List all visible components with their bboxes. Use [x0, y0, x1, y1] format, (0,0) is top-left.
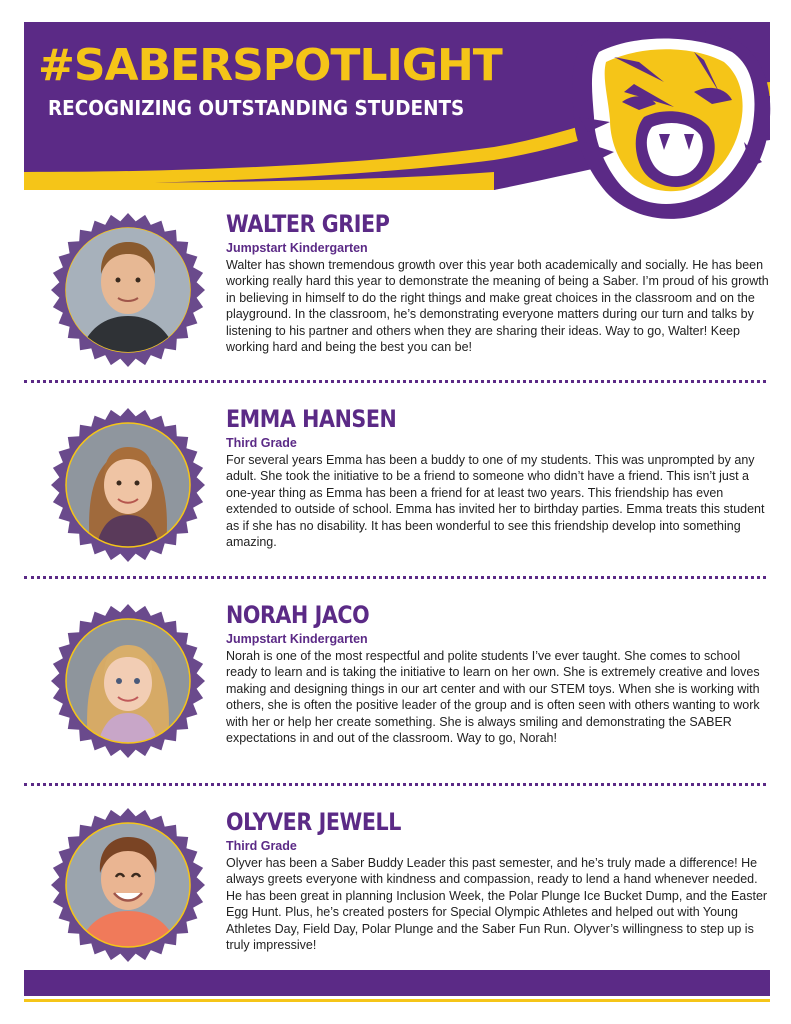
footer-bar	[24, 970, 770, 996]
page-title: #SABERSPOTLIGHT	[38, 40, 502, 91]
student-grade: Jumpstart Kindergarten	[226, 241, 368, 255]
section-divider	[24, 576, 766, 579]
header-banner	[24, 22, 770, 190]
student-description: Norah is one of the most respectful and polite students I’ve ever taught. She comes to school ready to learn and is taking the initiative to learn on her own. She is extremely creative and loves making and designing things in our art center and with our STEM toys. When she is working with others, she is often the positive leader of the group and is often seen with others wanting to work with her or help her create something. She is always smiling and demonstrating the SABER expectations in and out of the classroom. Way to go, Norah!	[226, 649, 760, 746]
student-name: OLYVER JEWELL	[226, 808, 401, 836]
student-description: Walter has shown tremendous growth over this year both academically and socially. He has been working really hard this year to demonstrate the meaning of being a Saber. I’m proud of his growth in believing in himself to do the right things and make great choices in the classroom and on the playground. In the classroom, he’s demonstrating everyone matters during our turn and talks by listening to his partner and others when they are sharing their ideas. Way to go, Walter! Keep working hard and being the best you can be!	[226, 258, 769, 355]
tiger-head-icon	[544, 22, 774, 222]
student-name: EMMA HANSEN	[226, 405, 397, 433]
section-divider	[24, 380, 766, 383]
student-description: For several years Emma has been a buddy to one of my students. This was unprompted by any adult. She took the initiative to be a friend to someone who didn’t have a friend. This isn’t just a one-year thing as Emma has been a friend for at least two years. This friendship has even extended to outside of school. Emma has invited her to birthday parties. Emma treats this student as if she has no disability. It has been wonderful to see this friendship develop into something amazing.	[226, 453, 765, 550]
student-photo	[50, 603, 206, 759]
student-grade: Third Grade	[226, 839, 297, 853]
student-description: Olyver has been a Saber Buddy Leader this past semester, and he’s truly made a difference! He always greets everyone with kindness and compassion, ready to lend a hand whenever needed. He has been great in planning Inclusion Week, the Polar Plunge Ice Bucket Dump, and the Easter Egg Hunt. Plus, he’s created posters for Special Olympic Athletes and helped out with Young Athletes Day, Field Day, Polar Plunge and the Saber Fun Run. Olyver’s willingness to step up is truly impressive!	[226, 856, 768, 953]
student-photo	[50, 407, 206, 563]
footer-accent-line	[24, 999, 770, 1002]
student-photo	[50, 212, 206, 368]
student-grade: Jumpstart Kindergarten	[226, 632, 368, 646]
student-photo	[50, 807, 206, 963]
student-name: WALTER GRIEP	[226, 210, 390, 238]
page-subtitle: RECOGNIZING OUTSTANDING STUDENTS	[48, 96, 465, 120]
student-grade: Third Grade	[226, 436, 297, 450]
section-divider	[24, 783, 766, 786]
student-name: NORAH JACO	[226, 601, 370, 629]
